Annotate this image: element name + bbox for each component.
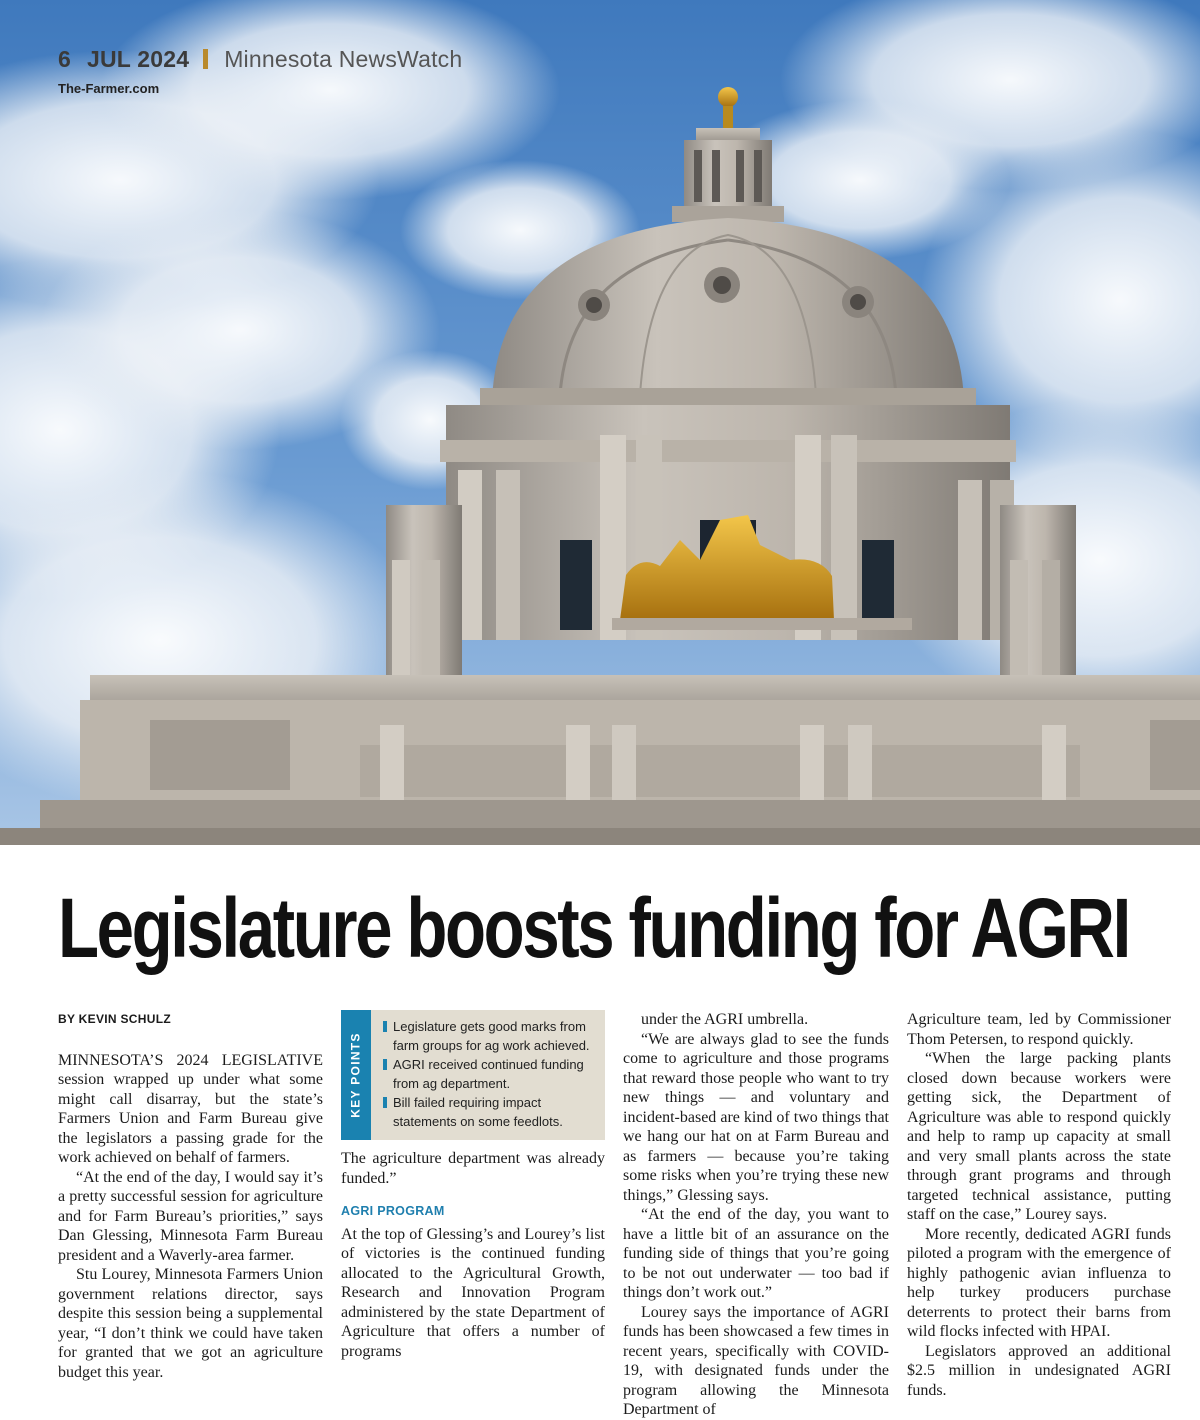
- paragraph: The agriculture department was already funded.”: [341, 1150, 605, 1187]
- key-points-tab: [341, 1010, 371, 1140]
- key-point-item: Legislature gets good marks from farm groups for ag work achieved.: [383, 1017, 597, 1055]
- key-points-box: [341, 1010, 605, 1140]
- key-points-list: [383, 1017, 597, 1131]
- paragraph: “We are always glad to see the funds come to agriculture and those programs that reward those people who want to try new things — and voluntary and incident-based are kind of two things that we hang our hat on at Farm Bureau and as farmers — because you’re taking some risks when you’re trying these new things,” Glessing says.: [623, 1030, 889, 1204]
- paragraph: Lourey says the importance of AGRI funds has been showcased a few times in recent years, specifically with COVID-19, with designated funds under the program allowing the Minnesota Department of: [623, 1303, 889, 1418]
- article-column-3: [623, 1010, 889, 1420]
- paragraph: At the top of Glessing’s and Lourey’s list of victories is the continued funding allocated to the Agricultural Growth, Research and Innovation Program administered by the state Department of Agriculture that offers a number of programs: [341, 1225, 605, 1360]
- folio-divider: [203, 49, 208, 69]
- key-point-item: AGRI received continued funding from ag department.: [383, 1055, 597, 1093]
- paragraph: Legislators approved an additional $2.5 million in undesignated AGRI funds.: [907, 1342, 1171, 1399]
- article-column-2: [341, 1010, 605, 1361]
- paragraph: Stu Lourey, Minnesota Farmers Union government relations director, says despite this session being a supplemental year, “I don’t think we could have taken for granted that we got an agriculture budget this year.: [58, 1266, 323, 1381]
- site-name: The-Farmer.com: [58, 81, 160, 96]
- issue-date: JUL 2024: [87, 46, 190, 72]
- section-name: Minnesota NewsWatch: [224, 46, 463, 72]
- key-points-label: KEY POINTS: [348, 1032, 363, 1118]
- section-subhead: AGRI PROGRAM: [341, 1204, 445, 1218]
- article-headline: Legislature boosts funding for AGRI: [58, 881, 1129, 975]
- page-folio: [58, 46, 462, 73]
- paragraph: “At the end of the day, you want to have a little bit of an assurance on the funding side of things that you’re going to be not out underwater — too bad if things don’t work out.”: [623, 1206, 889, 1301]
- paragraph: MINNESOTA’S 2024 LEGISLATIVE session wrapped up under what some might call disarray, but the state’s Farmers Union and Farm Bureau give the legislators a passing grade for the work achieved on behalf of farmers.: [58, 1051, 323, 1166]
- paragraph: More recently, dedicated AGRI funds piloted a program with the emergence of highly pathogenic avian influenza to help turkey producers purchase deterrents to protect their barns from wild flocks infected with HPAI.: [907, 1225, 1171, 1340]
- page-number: 6: [58, 46, 71, 72]
- paragraph: “When the large packing plants closed down because workers were getting sick, the Department of Agriculture was able to respond quickly and help to ramp up capacity at small and very small plants across the state through grant programs and through targeted technical assistance, putting staff on the case,” Lourey says.: [907, 1050, 1171, 1223]
- article-column-4: [907, 1010, 1171, 1400]
- byline: BY KEVIN SCHULZ: [58, 1012, 171, 1026]
- paragraph: under the AGRI umbrella.: [641, 1011, 809, 1028]
- article-column-1: [58, 1010, 323, 1382]
- paragraph: Agriculture team, led by Commissioner Thom Petersen, to respond quickly.: [907, 1011, 1171, 1048]
- paragraph: “At the end of the day, I would say it’s a pretty successful session for agriculture and for Farm Bureau’s priorities,” says Dan Glessing, Minnesota Farm Bureau president and a Waverly-area farmer.: [58, 1168, 323, 1264]
- key-point-item: Bill failed requiring impact statements on some feedlots.: [383, 1093, 597, 1131]
